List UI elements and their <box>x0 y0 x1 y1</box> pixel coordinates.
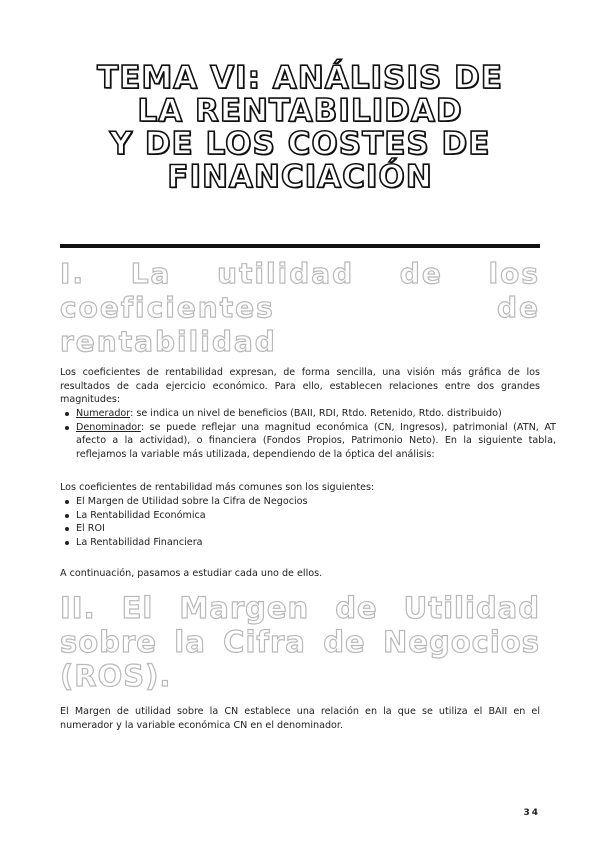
chapter-title-line: FINANCIACIÓN <box>167 159 433 195</box>
section-1-intro: Los coeficientes de rentabilidad expresan, de forma sencilla, una visión más gráfica de los resultados de cada ejercicio económico. Para ello, establecen relaciones entre dos grandes magnitudes: <box>60 367 540 406</box>
coefficients-intro: Los coeficientes de rentabilidad más comunes son los siguientes: <box>60 482 375 493</box>
list-item <box>76 407 556 421</box>
list-item <box>76 421 556 462</box>
section-1-closing: A continuación, pasamos a estudiar cada uno de ellos. <box>60 568 323 579</box>
list-item-term: Denominador <box>76 421 141 433</box>
chapter-title-line: LA RENTABILIDAD <box>137 93 463 129</box>
list-item-term: Numerador <box>76 408 131 419</box>
chapter-title-line: Y DE LOS COSTES DE <box>109 126 491 162</box>
coefficients-list <box>60 495 556 549</box>
list-item: La Rentabilidad Financiera <box>76 536 556 550</box>
magnitudes-list <box>60 407 556 461</box>
list-item: El ROI <box>76 522 556 536</box>
list-item-text: : se puede reflejar una magnitud económica (CN, Ingresos), patrimonial (ATN, AT afecto a la actividad), o financiera (Fondos Propios, Patrimonio Neto). En la siguiente tabla, reflejamos la variable más utilizada, dependiendo de la óptica del análisis: <box>76 421 556 460</box>
section-heading-2: II. El Margen de Utilidad sobre la Cifra de Negocios (ROS). <box>60 591 540 693</box>
title-divider <box>60 244 540 248</box>
page-number: 34 <box>523 808 540 818</box>
list-item: La Rentabilidad Económica <box>76 509 556 523</box>
list-item: El Margen de Utilidad sobre la Cifra de Negocios <box>76 495 556 509</box>
chapter-title-line: TEMA VI: ANÁLISIS DE <box>97 60 503 96</box>
list-item-text: : se indica un nivel de beneficios (BAII, RDI, Rtdo. Retenido, Rtdo. distribuido) <box>130 408 502 419</box>
chapter-title <box>40 62 560 194</box>
section-heading-1: I. La utilidad de los coeficientes de rentabilidad <box>60 257 540 358</box>
section-2-text: El Margen de utilidad sobre la CN establece una relación en la que se utiliza el BAII en el numerador y la variable económica CN en el denominador. <box>60 706 540 731</box>
